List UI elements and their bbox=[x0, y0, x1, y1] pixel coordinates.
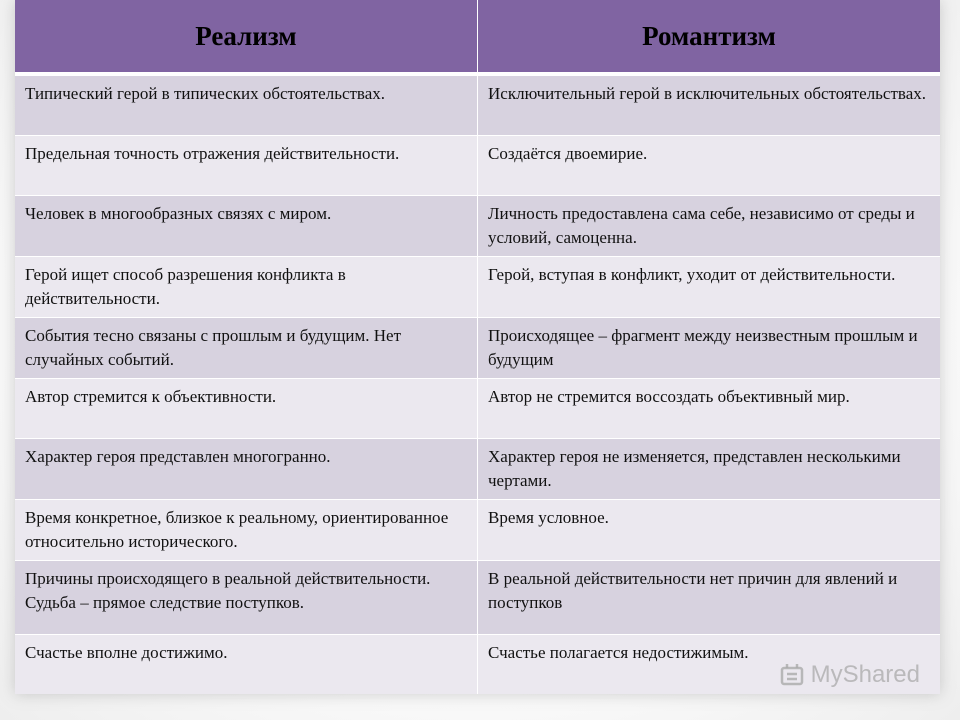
realism-cell: Причины происходящего в реальной действительности. Судьба – прямое следствие поступков. bbox=[15, 560, 477, 634]
romanticism-cell: Исключительный герой в исключительных обстоятельствах. bbox=[477, 75, 940, 135]
realism-cell: Типический герой в типических обстоятельствах. bbox=[15, 75, 477, 135]
table-row bbox=[15, 560, 940, 634]
realism-cell: Человек в многообразных связях с миром. bbox=[15, 195, 477, 256]
watermark-text: MyShared bbox=[810, 661, 920, 688]
romanticism-cell: Личность предоставлена сама себе, независимо от среды и условий, самоценна. bbox=[477, 195, 940, 256]
realism-cell: Время конкретное, близкое к реальному, ориентированное относительно исторического. bbox=[15, 499, 477, 560]
realism-cell: Счастье вполне достижимо. bbox=[15, 634, 477, 694]
table-row bbox=[15, 499, 940, 560]
header-realism: Реализм bbox=[15, 0, 477, 75]
romanticism-cell: Происходящее – фрагмент между неизвестным прошлым и будущим bbox=[477, 317, 940, 378]
romanticism-cell: Характер героя не изменяется, представлен несколькими чертами. bbox=[477, 438, 940, 499]
table-row bbox=[15, 195, 940, 256]
table-row bbox=[15, 75, 940, 135]
table-row bbox=[15, 135, 940, 195]
romanticism-cell: Автор не стремится воссоздать объективный мир. bbox=[477, 378, 940, 438]
table-row bbox=[15, 256, 940, 317]
romanticism-cell: Счастье полагается недостижимым. bbox=[477, 634, 940, 694]
realism-cell: Предельная точность отражения действительности. bbox=[15, 135, 477, 195]
romanticism-cell: Герой, вступая в конфликт, уходит от действительности. bbox=[477, 256, 940, 317]
realism-cell: Автор стремится к объективности. bbox=[15, 378, 477, 438]
header-row bbox=[15, 0, 940, 75]
header-romanticism: Романтизм bbox=[477, 0, 940, 75]
table-row bbox=[15, 634, 940, 694]
realism-cell: События тесно связаны с прошлым и будущим. Нет случайных событий. bbox=[15, 317, 477, 378]
table-row bbox=[15, 378, 940, 438]
romanticism-cell: В реальной действительности нет причин для явлений и поступков bbox=[477, 560, 940, 634]
romanticism-cell: Создаётся двоемирие. bbox=[477, 135, 940, 195]
romanticism-cell: Время условное. bbox=[477, 499, 940, 560]
table-row bbox=[15, 438, 940, 499]
realism-cell: Герой ищет способ разрешения конфликта в действительности. bbox=[15, 256, 477, 317]
comparison-table bbox=[15, 0, 940, 694]
realism-cell: Характер героя представлен многогранно. bbox=[15, 438, 477, 499]
table-row bbox=[15, 317, 940, 378]
